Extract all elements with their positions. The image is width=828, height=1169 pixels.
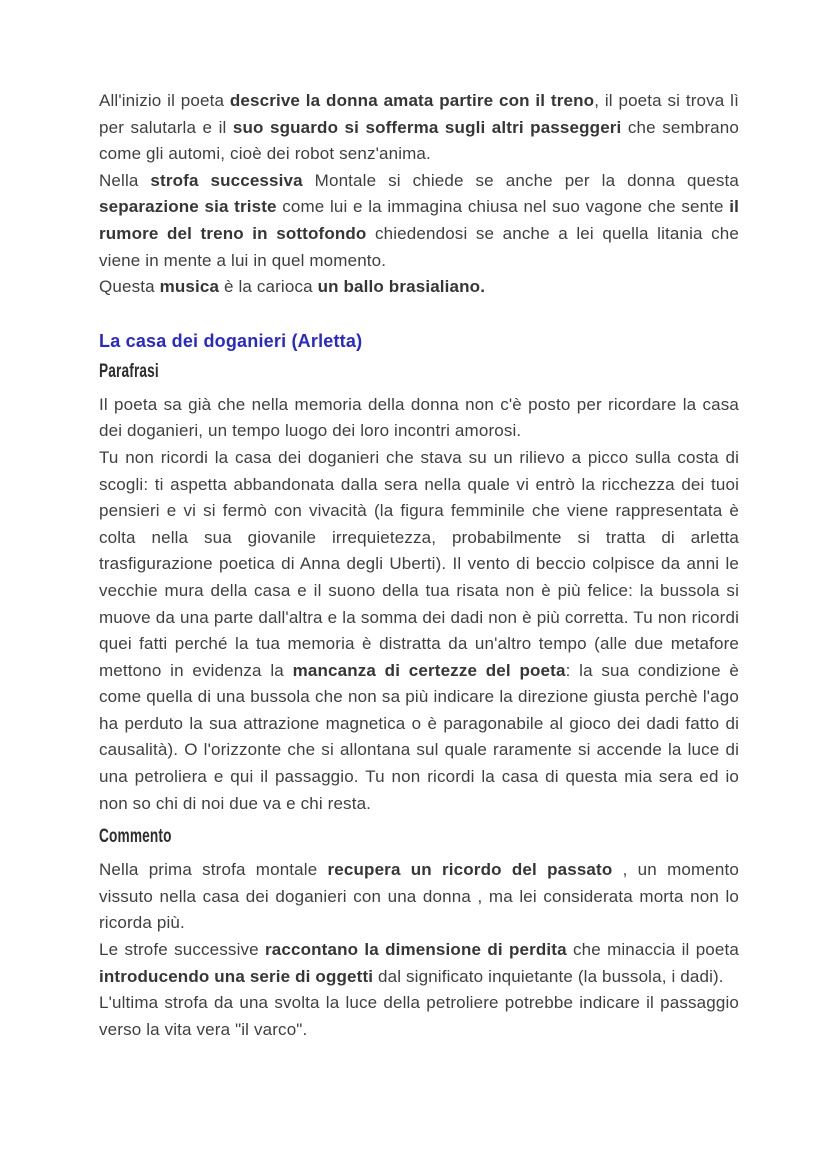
paragraph: All'inizio il poeta descrive la donna amata partire con il treno, il poeta si trova lì per salutarla e il suo sguardo si sofferma sugli altri passeggeri che sembrano come gli automi, cioè dei robot senz'anima. (99, 91, 739, 164)
commento-heading-label: Commento (99, 826, 172, 848)
parafrasi-section (99, 392, 739, 818)
parafrasi-heading (99, 361, 739, 383)
paragraph: Le strofe successive raccontano la dimensione di perdita che minaccia il poeta introducendo una serie di oggetti dal significato inquietante (la bussola, i dadi). (99, 940, 739, 986)
parafrasi-heading-label: Parafrasi (99, 360, 159, 382)
paragraph: Tu non ricordi la casa dei doganieri che stava su un rilievo a picco sulla costa di scogli: ti aspetta abbandonata dalla sera nella quale vi entrò la ricchezza dei tuoi pensieri e vi si fermò con vivacità (la figura femminile che viene rappresentata è colta nella sua giovanile irrequietezza, probabilmente si tratta di arletta trasfigurazione poetica di Anna degli Uberti). Il vento di beccio colpisce da anni le vecchie mura della casa e il suono della tua risata non è più felice: la bussola si muove da una parte dall'altra e la somma dei dadi non è più corretta. Tu non ricordi quei fatti perché la tua memoria è distratta da un'altro tempo (alle due metafore mettono in evidenza la mancanza di certezze del poeta: la sua condizione è come quella di una bussola che non sa più indicare la direzione giusta perchè l'ago ha perduto la sua attrazione magnetica o è paragonabile al gioco dei dadi fatto di causalità). O l'orizzonte che si allontana sul quale raramente si accende la luce di una petroliera e qui il passaggio. Tu non ricordi la casa di questa mia sera ed io non so chi di noi due va e chi resta. (99, 447, 740, 813)
paragraph: Nella strofa successiva Montale si chiede se anche per la donna questa separazione sia triste come lui e la immagina chiusa nel suo vagone che sente il rumore del treno in sottofondo chiedendosi se anche a lei quella litania che viene in mente a lui in quel momento. (99, 170, 739, 270)
commento-heading (99, 826, 739, 848)
paragraph: L'ultima strofa da una svolta la luce della petroliere potrebbe indicare il passaggio verso la vita vera "il varco". (99, 993, 739, 1039)
paragraph: Questa musica è la carioca un ballo brasialiano. (99, 277, 486, 297)
paragraph: Il poeta sa già che nella memoria della donna non c'è posto per ricordare la casa dei doganieri, un tempo luogo dei loro incontri amorosi. (99, 394, 739, 441)
commento-section (99, 857, 739, 1043)
intro-section (99, 88, 739, 301)
paragraph: Nella prima strofa montale recupera un ricordo del passato , un momento vissuto nella casa dei doganieri con una donna , ma lei considerata morta non lo ricorda più. (99, 860, 739, 933)
section-title: La casa dei doganieri (Arletta) (99, 330, 363, 351)
page-content (99, 88, 739, 1043)
